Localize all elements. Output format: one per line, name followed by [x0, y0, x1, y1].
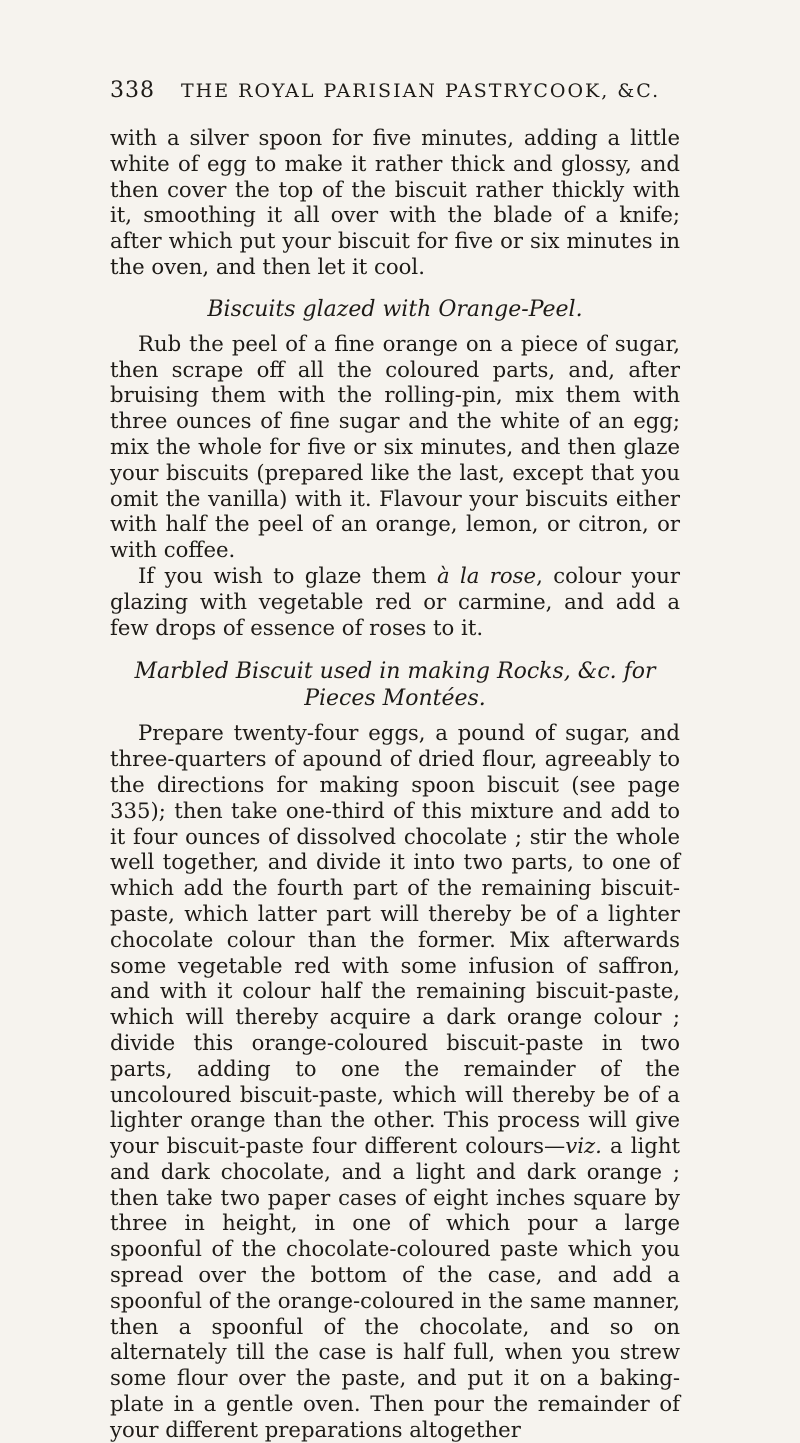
italic-phrase: à la rose	[437, 562, 537, 588]
text-span: a light and dark chocolate, and a light and dark orange ; then take two paper cases of eight inches square by three in height, in one of which pour a large spoonful of the chocolate-coloured paste which you spread over the bottom of the case, and add a spoonful of the orange-coloured in the same manner, then a spoonful of the chocolate, and so on alternately till the case is half full, when you strew some flour over the paste, and put it on a baking-plate in a gentle oven. Then pour the remainder of your different preparations altogether	[110, 1133, 680, 1442]
paragraph-marbled-biscuit	[110, 720, 680, 1442]
running-title: THE ROYAL PARISIAN PASTRYCOOK, &C.	[181, 80, 661, 102]
italic-viz: viz.	[565, 1133, 602, 1159]
running-header	[110, 78, 670, 103]
text-span: Prepare twenty-four eggs, a pound of sugar, and three-quarters of apound of dried flour, agreeably to the directions for making spoon biscuit (see page 335); then take one-third of this mixture and add to it four ounces of dissolved chocolate ; stir the whole well together, and divide it into two parts, to one of which add the fourth part of the remaining biscuit-paste, which latter part will thereby be of a lighter chocolate colour than the former. Mix afterwards some vegetable red with some infusion of saffron, and with it colour half the remaining biscuit-paste, which will thereby acquire a dark orange colour ; divide this orange-coloured biscuit-paste in two parts, adding to one the remainder of the uncoloured biscuit-paste, which will thereby be of a lighter orange than the other. This process will give your biscuit-paste four different colours—	[110, 720, 680, 1159]
page-body	[110, 125, 680, 1443]
text-span: , colour your glazing with vegetable red or carmine, and add a few drops of essence of roses to it.	[110, 562, 681, 640]
section-heading-orange-peel: Biscuits glazed with Orange-Peel.	[207, 296, 583, 322]
page-number: 338	[110, 78, 155, 103]
paragraph-orange-peel: Rub the peel of a fine orange on a piece of sugar, then scrape off all the coloured parts, and, after bruising them with the rolling-pin, mix them with three ounces of fine sugar and the white of an egg; mix the whole for five or six minutes, and then glaze your biscuits (prepared like the last, except that you omit the vanilla) with it. Flavour your biscuits either with half the peel of an orange, lemon, or citron, or with coffee.	[110, 330, 680, 563]
paragraph-rose-glaze	[110, 563, 680, 640]
section-heading-marbled-biscuit: Marbled Biscuit used in making Rocks, &c. for Pieces Montées.	[134, 659, 656, 712]
text-span: If you wish to glaze them	[138, 562, 437, 588]
paragraph-continuation: with a silver spoon for five minutes, adding a little white of egg to make it rather thick and glossy, and then cover the top of the biscuit rather thickly with it, smoothing it all over with the blade of a knife; after which put your biscuit for five or six minutes in the oven, and then let it cool.	[110, 125, 680, 279]
